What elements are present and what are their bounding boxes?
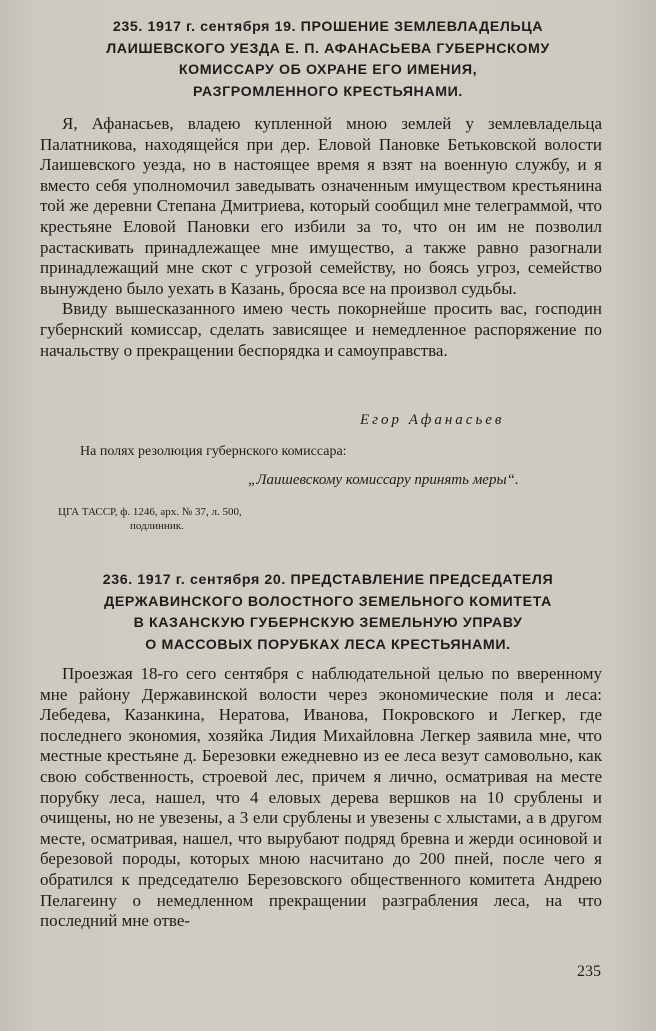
heading-line: КОМИССАРУ ОБ ОХРАНЕ ЕГО ИМЕНИЯ,: [178, 62, 478, 78]
source-line: ЦГА ТАССР, ф. 1246, арх. № 37, л. 500,: [58, 506, 242, 518]
archive-source: [58, 505, 338, 533]
heading-line: В КАЗАНСКУЮ ГУБЕРНСКУЮ ЗЕМЕЛЬНУЮ УПРАВУ: [133, 615, 523, 631]
doc-236-heading: [40, 570, 616, 656]
doc-235-heading: [40, 17, 616, 103]
resolution: „Лаишевскому комиссару принять меры“.: [248, 472, 519, 488]
doc-236-body: [40, 664, 602, 932]
heading-line: ЛАИШЕВСКОГО УЕЗДА Е. П. АФАНАСЬЕВА ГУБЕРНСКОМУ: [106, 40, 550, 57]
signature: Егор Афанасьев: [360, 412, 505, 428]
paragraph: Проезжая 18-го сего сентября с наблюдательной целью по вверенному мне району Державинской волости через экономические поля и леса: Лебедева, Казанкина, Нератова, Иванова, Покровского и Легкер, где последнего экономия, хозяйка Лидия Михайловна Легкер заявила мне, что местные крестьяне д. Березовки ежедневно из ее леса везут самовольно, как свою собственность, строевой лес, причем я лично, осматривая на месте порубку леса, нашел, что 4 еловых дерева вершков на 10 срублены и очищены, но не увезены, а 3 ели срублены и увезены с хлыстами, а в другом месте, осматривая, нашел, что вырубают подряд бревна и жерди осиновой и березовой породы, которых мною насчитано до 200 пней, после чего я обратился к председателю Березовского общественного комитета Андрею Пелагеину о немедленном прекращении разграбления леса, на что последний мне отве-: [40, 664, 602, 931]
margin-note: На полях резолюция губернского комиссара:: [80, 444, 347, 459]
paragraph: Я, Афанасьев, владею купленной мною землей у землевладельца Палатникова, находящейся при дер. Еловой Пановке Бетьковской волости Лаишевского уезда, но в настоящее время я взят на военную службу, и я вместо себя уполномочил заведывать означенным имуществом крестьянина той же деревни Степана Дмитриева, который сообщил мне телеграммой, что крестьяне Еловой Пановки его избили за то, что он им не позволил растаскивать принадлежащее мне имущество, а также равно разогнали принадлежащий мне скот с угрозой семейству, но боясь угроз, семейство вынуждено было уехать в Казань, бросяа все на произвол судьбы.: [40, 114, 602, 298]
heading-line: РАЗГРОМЛЕННОГО КРЕСТЬЯНАМИ.: [193, 83, 463, 100]
source-line: подлинник.: [130, 520, 184, 532]
paragraph: Ввиду вышесказанного имею честь покорнейше просить вас, господин губернский комиссар, сделать зависящее и немедленное распоряжение по начальству о прекращении беспорядка и самоуправства.: [40, 299, 602, 360]
heading-line: 236. 1917 г. сентября 20. ПРЕДСТАВЛЕНИЕ ПРЕДСЕДАТЕЛЯ: [102, 572, 554, 588]
heading-line: 235. 1917 г. сентября 19. ПРОШЕНИЕ ЗЕМЛЕВЛАДЕЛЬЦА: [112, 19, 544, 35]
heading-line: О МАССОВЫХ ПОРУБКАХ ЛЕСА КРЕСТЬЯНАМИ.: [145, 636, 511, 653]
page-number: 235: [577, 963, 601, 980]
heading-line: ДЕРЖАВИНСКОГО ВОЛОСТНОГО ЗЕМЕЛЬНОГО КОМИТЕТА: [104, 593, 552, 610]
doc-235-body: [40, 114, 602, 361]
